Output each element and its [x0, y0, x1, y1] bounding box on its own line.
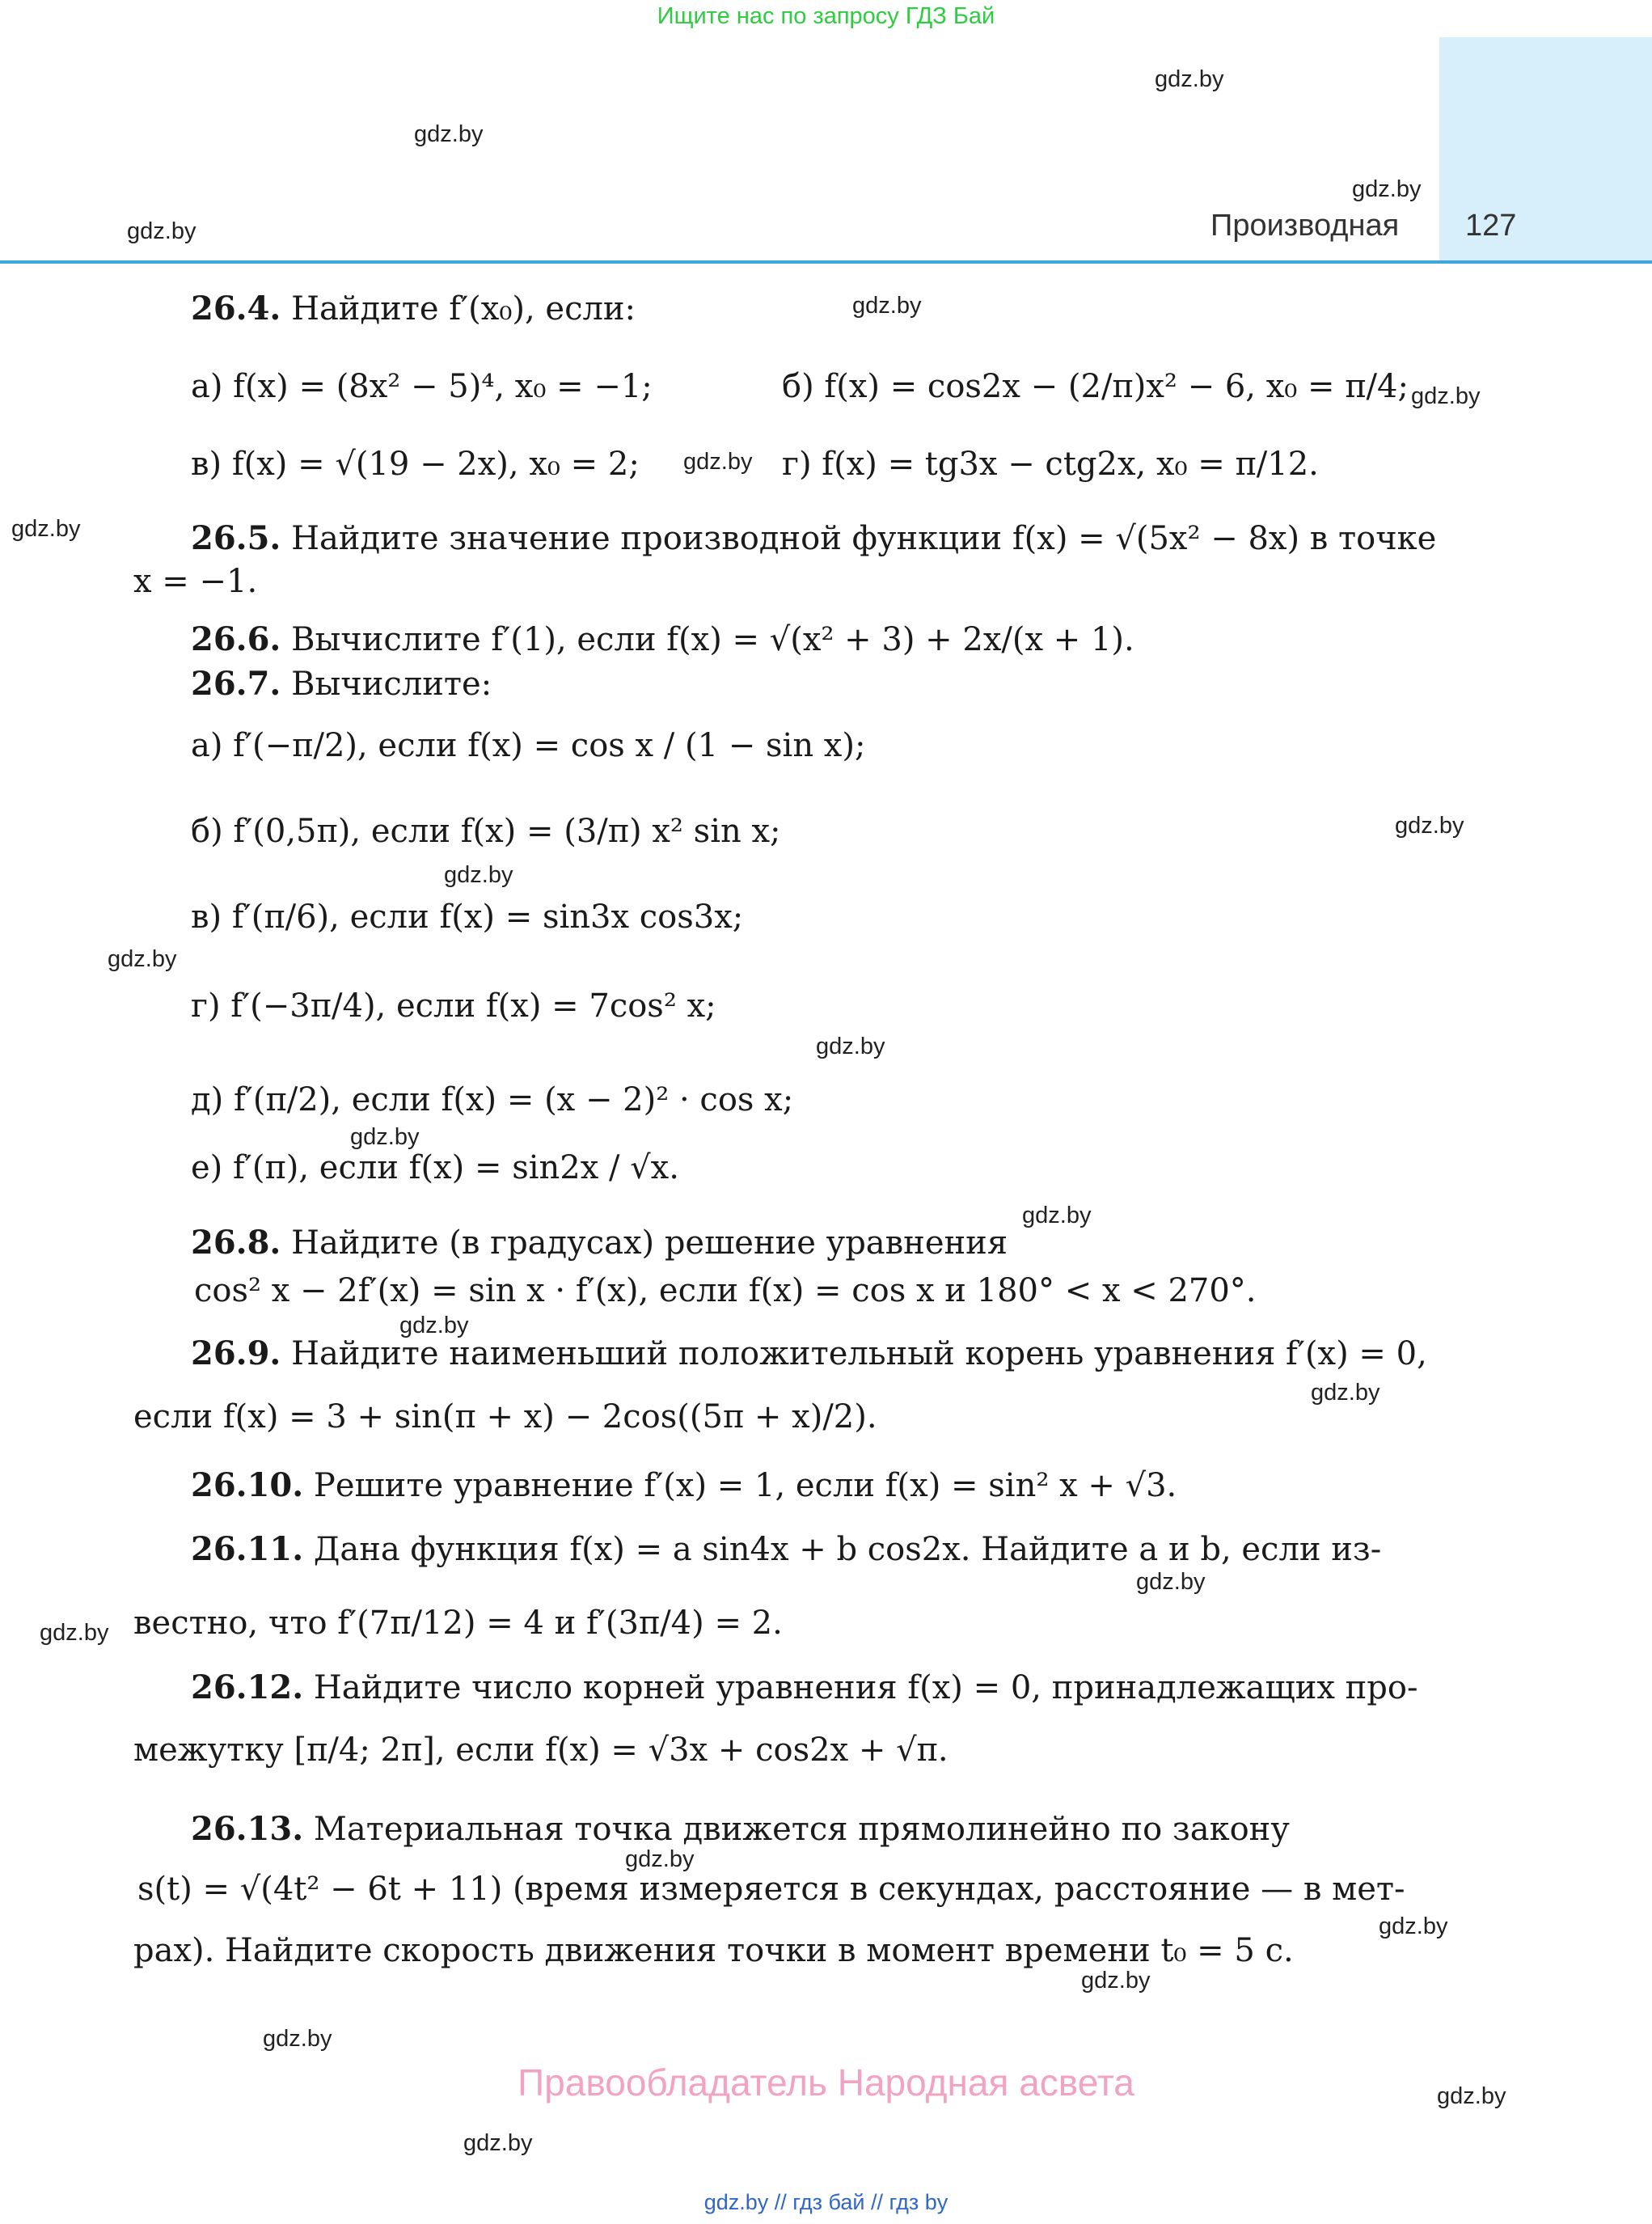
watermark: gdz.by — [263, 2026, 332, 2052]
problem-number: 26.9. — [191, 1334, 281, 1372]
problem-26-5 — [191, 519, 1436, 558]
watermark: gdz.by — [414, 121, 484, 147]
problem-26-7-e: е) f′(π), если f(x) = sin2x / √x. — [191, 1149, 679, 1186]
problem-26-9 — [191, 1334, 1427, 1373]
problem-26-8-cont: cos² x − 2f′(x) = sin x · f′(x), если f(x) = cos x и 180° < x < 270°. — [194, 1272, 1257, 1309]
problem-26-13-cont-2: рах). Найдите скорость движения точки в момент времени t₀ = 5 с. — [133, 1932, 1294, 1969]
problem-text: Найдите f′(x₀), если: — [291, 290, 636, 328]
problem-26-4-b: б) f(x) = cos2x − (2/π)x² − 6, x₀ = π/4; — [782, 368, 1409, 405]
watermark: gdz.by — [683, 449, 753, 475]
watermark: gdz.by — [1379, 1913, 1448, 1939]
top-banner[interactable]: Ищите нас по запросу ГДЗ Бай — [657, 3, 995, 29]
watermark: gdz.by — [399, 1313, 469, 1338]
problem-text: Найдите число корней уравнения f(x) = 0, принадлежащих про- — [313, 1669, 1418, 1706]
watermark: gdz.by — [1155, 66, 1224, 92]
problem-26-7-g: г) f′(−3π/4), если f(x) = 7cos² x; — [191, 987, 716, 1025]
watermark: gdz.by — [816, 1034, 885, 1059]
problem-number: 26.13. — [191, 1810, 304, 1848]
problem-26-7-heading — [191, 665, 492, 704]
header-rule — [0, 260, 1652, 264]
watermark: gdz.by — [463, 2130, 533, 2156]
problem-number: 26.11. — [191, 1530, 304, 1568]
page-number: 127 — [1465, 209, 1517, 243]
problem-text: Найдите значение производной функции f(x) = √(5x² − 8x) в точке — [291, 520, 1437, 557]
watermark: gdz.by — [852, 293, 922, 319]
watermark: gdz.by — [1411, 383, 1481, 409]
watermark: gdz.by — [625, 1846, 695, 1872]
problem-26-7-b: б) f′(0,5π), если f(x) = (3/π) x² sin x; — [191, 813, 781, 850]
watermark: gdz.by — [127, 218, 196, 244]
problem-26-8 — [191, 1224, 1008, 1262]
problem-text: Найдите (в градусах) решение уравнения — [291, 1224, 1008, 1262]
watermark: gdz.by — [1081, 1968, 1151, 1994]
problem-26-4-g: г) f(x) = tg3x − ctg2x, x₀ = π/12. — [782, 446, 1319, 483]
problem-26-11-cont: вестно, что f′(7π/12) = 4 и f′(3π/4) = 2. — [133, 1605, 783, 1642]
problem-26-7-a: а) f′(−π/2), если f(x) = cos x / (1 − sin x); — [191, 727, 866, 764]
problem-26-11 — [191, 1530, 1381, 1569]
problem-26-4-v: в) f(x) = √(19 − 2x), x₀ = 2; — [191, 446, 640, 483]
problem-number: 26.6. — [191, 620, 281, 658]
chapter-title: Производная — [1210, 209, 1400, 243]
problem-26-12 — [191, 1668, 1418, 1707]
watermark: gdz.by — [1022, 1203, 1092, 1228]
problem-number: 26.5. — [191, 519, 281, 557]
problem-26-4-a: а) f(x) = (8x² − 5)⁴, x₀ = −1; — [191, 368, 653, 405]
problem-number: 26.10. — [191, 1466, 304, 1504]
problem-text: Материальная точка движется прямолинейно по закону — [313, 1811, 1290, 1848]
problem-text: Решите уравнение f′(x) = 1, если f(x) = sin² x + √3. — [313, 1467, 1177, 1504]
problem-text: Дана функция f(x) = a sin4x + b cos2x. Найдите a и b, если из- — [313, 1531, 1382, 1568]
problem-number: 26.7. — [191, 665, 281, 703]
problem-text: Вычислите: — [291, 666, 492, 703]
problem-26-13 — [191, 1810, 1290, 1849]
problem-26-13-cont-1: s(t) = √(4t² − 6t + 11) (время измеряется в секундах, расстояние — в мет- — [137, 1871, 1405, 1908]
watermark: gdz.by — [11, 516, 81, 542]
watermark: gdz.by — [40, 1620, 109, 1646]
bottom-links[interactable]: gdz.by // гдз бай // гдз by — [703, 2190, 949, 2214]
problem-26-6 — [191, 620, 1134, 659]
watermark: gdz.by — [1437, 2083, 1506, 2109]
problem-26-7-d: д) f′(π/2), если f(x) = (x − 2)² · cos x; — [191, 1081, 794, 1118]
problem-number: 26.12. — [191, 1668, 304, 1706]
copyright-notice: Правообладатель Народная асвета — [518, 2061, 1134, 2103]
watermark: gdz.by — [108, 946, 177, 972]
problem-26-10 — [191, 1466, 1177, 1505]
watermark: gdz.by — [1311, 1380, 1380, 1406]
problem-26-12-cont: межутку [π/4; 2π], если f(x) = √3x + cos2x + √π. — [133, 1731, 949, 1769]
problem-number: 26.4. — [191, 290, 281, 328]
watermark: gdz.by — [1352, 176, 1422, 202]
problem-26-7-v: в) f′(π/6), если f(x) = sin3x cos3x; — [191, 898, 744, 936]
problem-text: Вычислите f′(1), если f(x) = √(x² + 3) + 2x/(x + 1). — [291, 621, 1134, 658]
watermark: gdz.by — [1136, 1569, 1206, 1595]
problem-26-4-heading — [191, 290, 636, 328]
problem-26-5-cont: x = −1. — [133, 563, 258, 600]
problem-number: 26.8. — [191, 1224, 281, 1262]
problem-text: Найдите наименьший положительный корень уравнения f′(x) = 0, — [291, 1335, 1427, 1372]
watermark: gdz.by — [444, 862, 513, 888]
problem-26-9-cont: если f(x) = 3 + sin(π + x) − 2cos((5π + x)/2). — [133, 1398, 877, 1435]
watermark: gdz.by — [350, 1124, 420, 1150]
watermark: gdz.by — [1395, 813, 1464, 839]
